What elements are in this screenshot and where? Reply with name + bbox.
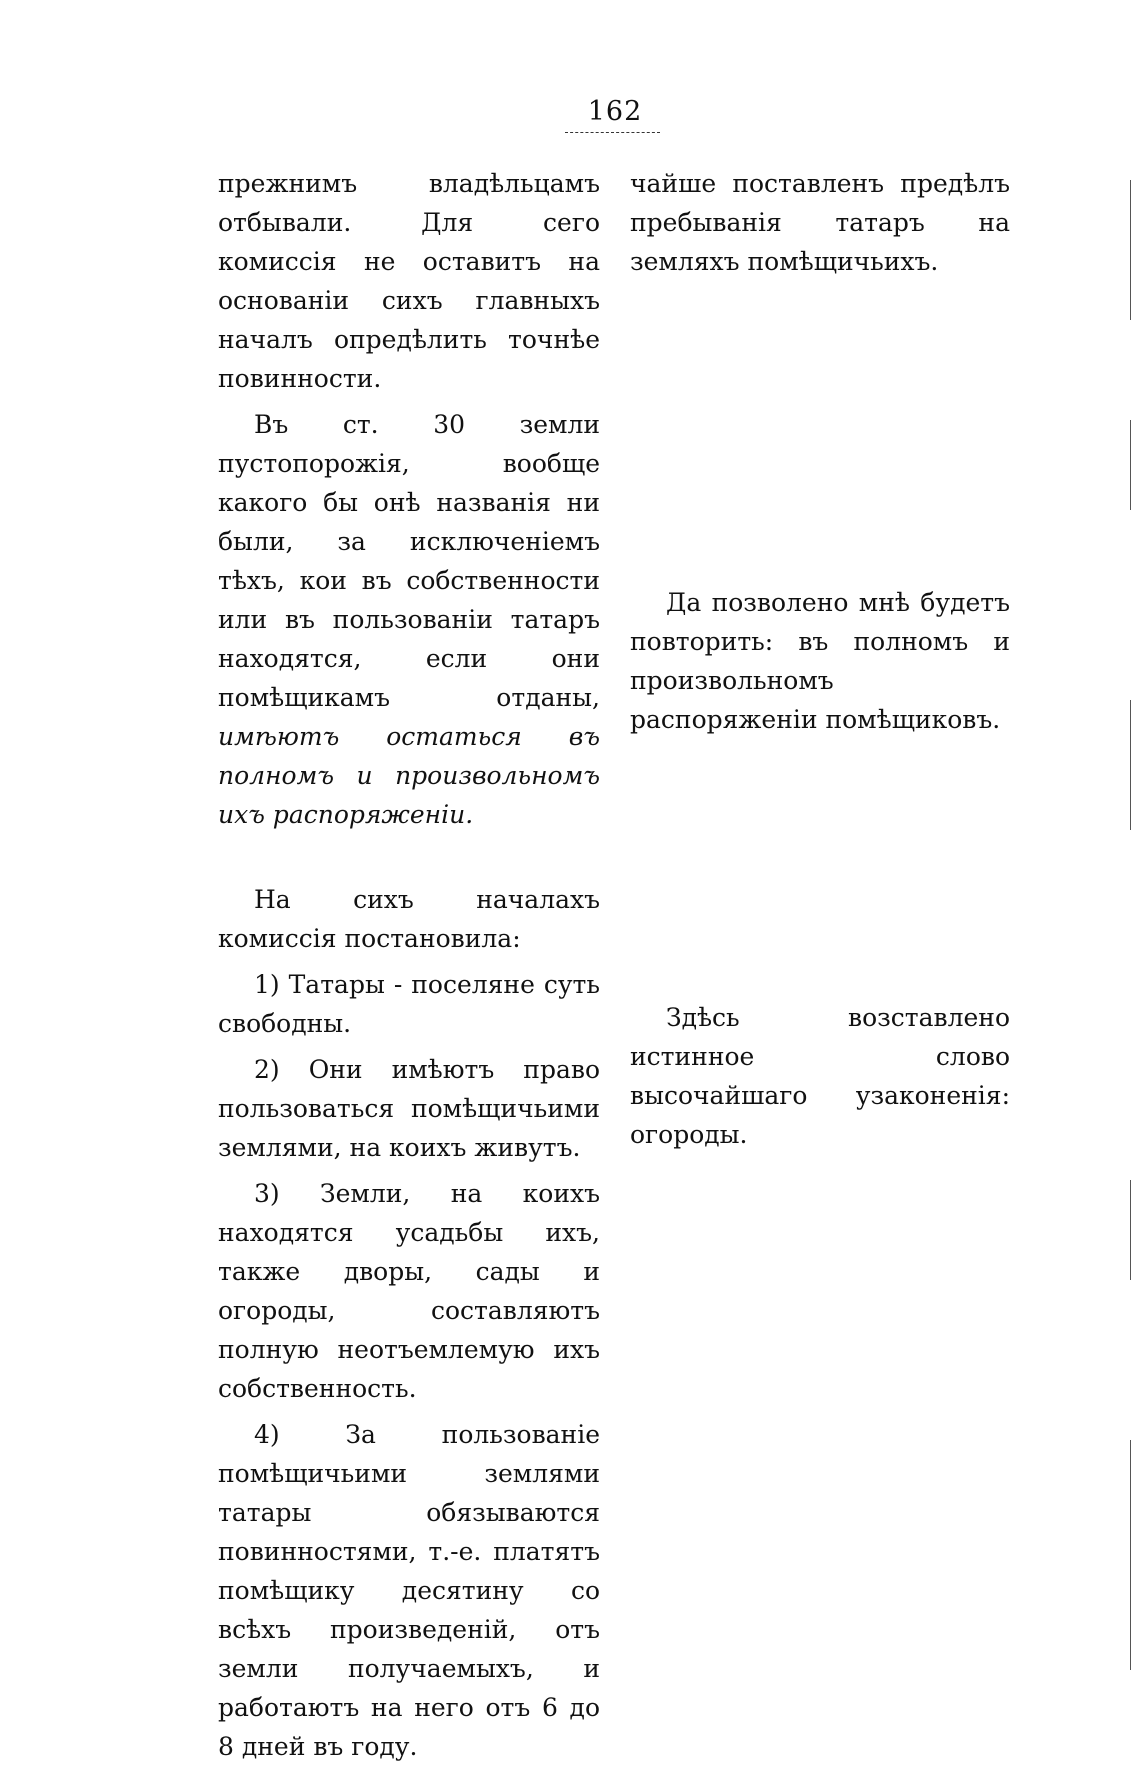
list-item-2: 2) Они имѣютъ право пользоваться помѣщичьими землями, на коихъ живутъ. <box>218 1055 600 1162</box>
note-text-2: Да позволено мнѣ будетъ повторить: въ полномъ и произвольномъ распоряженіи помѣщиковъ. <box>630 588 1010 734</box>
right-note-3 <box>630 998 1010 1154</box>
right-note-2 <box>630 583 1010 739</box>
page-number: 162 <box>587 96 643 127</box>
right-note-1 <box>630 164 1010 281</box>
list-item-3: 3) Земли, на коихъ находятся усадьбы ихъ, также дворы, сады и огороды, составляютъ полную неотъемлемую ихъ собственность. <box>218 1179 600 1403</box>
note-text-3: Здѣсь возставлено истинное слово высочайшаго узаконенія: огороды. <box>630 1003 1010 1149</box>
paragraph-commission-resolution: На сихъ началахъ комиссія постановила: <box>218 885 600 953</box>
scan-edge-line-5 <box>1130 1440 1131 1670</box>
note-text-1: чайше поставленъ предѣлъ пребыванія татаръ на земляхъ помѣщичьихъ. <box>630 169 1010 276</box>
scan-edge-line-1 <box>1130 180 1131 320</box>
list-item-4: 4) За пользованіе помѣщичьими землями татары обязываются повинностями, т.-е. платятъ помѣщику десятину со всѣхъ произведеній, отъ земли получаемыхъ, и работаютъ на него отъ 6 до 8 дней въ году. <box>218 1420 600 1761</box>
page-number-rule <box>565 132 660 133</box>
paragraph-article-30 <box>218 405 600 834</box>
article-30-italic-quote: имѣютъ остаться въ полномъ и произвольномъ ихъ распоряженіи. <box>218 722 600 829</box>
paragraph-continuation: прежнимъ владѣльцамъ отбывали. Для сего комиссія не оставитъ на основаніи сихъ главныхъ началъ опредѣлить точнѣе повинности. <box>218 169 600 393</box>
scan-edge-line-4 <box>1130 1180 1131 1280</box>
scan-edge-line-3 <box>1130 700 1131 830</box>
left-column <box>218 164 600 1766</box>
list-item-1: 1) Татары - поселяне суть свободны. <box>218 970 600 1038</box>
scan-edge-line-2 <box>1130 420 1131 510</box>
article-30-text: Въ ст. 30 земли пустопорожія, вообще какого бы онѣ названія ни были, за исключеніемъ тѣхъ, кои въ собственности или въ пользованіи татаръ находятся, если они помѣщикамъ отданы, <box>218 410 600 712</box>
